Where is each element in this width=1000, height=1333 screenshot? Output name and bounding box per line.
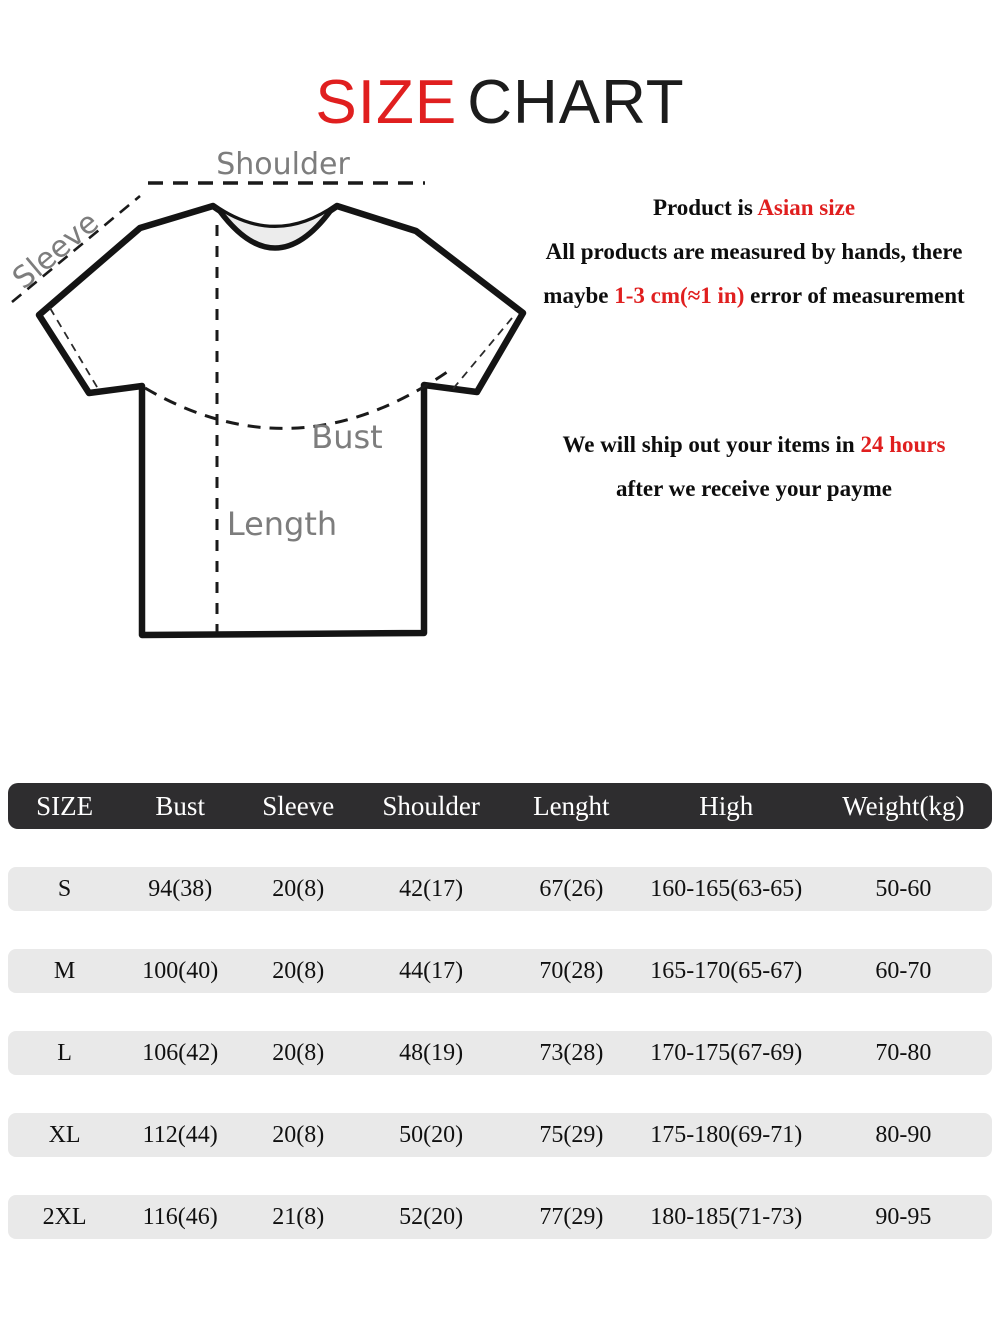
size-table (8, 783, 992, 1239)
cell-sleeve: 20(8) (272, 958, 325, 984)
cell-high: 170-175(67-69) (650, 1040, 803, 1066)
page-title (0, 68, 1000, 137)
cell-bust: 106(42) (142, 1040, 219, 1066)
note-after-payment: after we receive your payme (616, 476, 892, 501)
cell-shoulder: 50(20) (399, 1122, 464, 1148)
header-weight: Weight(kg) (842, 791, 965, 821)
ship-time-highlight: 24 hours (860, 432, 946, 457)
note-product-size: Product is Asian size (652, 195, 856, 220)
note-measurement-error: maybe 1-3 cm(≈1 in) error of measurement (543, 283, 965, 308)
cell-size: L (57, 1040, 72, 1066)
cell-high: 160-165(63-65) (650, 876, 803, 902)
bust-label: Bust (311, 418, 383, 456)
title-word-size: SIZE (315, 68, 458, 137)
table-row (8, 1113, 992, 1157)
error-range-highlight: 1-3 cm(≈1 in) (614, 283, 745, 308)
cell-weight: 80-90 (875, 1122, 932, 1148)
cell-lenght: 67(26) (539, 876, 604, 902)
cell-high: 180-185(71-73) (650, 1204, 803, 1230)
tshirt-diagram (0, 140, 540, 660)
cell-sleeve: 20(8) (272, 1040, 325, 1066)
cell-shoulder: 42(17) (399, 876, 464, 902)
cell-bust: 94(38) (148, 876, 213, 902)
table-row (8, 1031, 992, 1075)
note-shipping: We will ship out your items in 24 hours (562, 432, 946, 457)
length-label: Length (226, 505, 338, 543)
cell-size: S (57, 876, 72, 902)
cell-high: 165-170(65-67) (650, 958, 803, 984)
cell-sleeve: 21(8) (272, 1204, 325, 1230)
cell-sleeve: 20(8) (272, 876, 325, 902)
sleeve-label: Sleeve (6, 205, 106, 297)
shoulder-label: Shoulder (216, 147, 350, 182)
cell-size: M (53, 958, 76, 984)
header-size: SIZE (36, 791, 94, 821)
cell-bust: 112(44) (142, 1122, 218, 1148)
cell-bust: 100(40) (142, 958, 219, 984)
table-row (8, 867, 992, 911)
asian-size-highlight: Asian size (757, 195, 856, 220)
cell-shoulder: 44(17) (399, 958, 464, 984)
cell-sleeve: 20(8) (272, 1122, 325, 1148)
cell-size: XL (48, 1122, 81, 1148)
cell-size: 2XL (42, 1204, 87, 1230)
cell-lenght: 75(29) (539, 1122, 604, 1148)
cell-weight: 70-80 (875, 1040, 932, 1066)
cell-shoulder: 52(20) (399, 1204, 464, 1230)
table-row (8, 1195, 992, 1239)
table-header-row (8, 783, 992, 829)
cell-weight: 60-70 (875, 958, 932, 984)
header-shoulder: Shoulder (382, 791, 480, 821)
cell-weight: 90-95 (875, 1204, 932, 1230)
header-bust: Bust (155, 791, 205, 821)
cell-lenght: 73(28) (539, 1040, 604, 1066)
note-measured-by-hands: All products are measured by hands, there (545, 239, 963, 264)
cell-shoulder: 48(19) (399, 1040, 464, 1066)
header-sleeve: Sleeve (262, 791, 335, 821)
cell-lenght: 70(28) (539, 958, 604, 984)
header-high: High (699, 791, 754, 821)
title-word-chart: CHART (467, 68, 685, 137)
cell-lenght: 77(29) (539, 1204, 604, 1230)
table-row (8, 949, 992, 993)
cell-bust: 116(46) (142, 1204, 218, 1230)
header-lenght: Lenght (533, 791, 610, 821)
tshirt-outline (39, 206, 523, 635)
cell-high: 175-180(69-71) (650, 1122, 803, 1148)
cell-weight: 50-60 (875, 876, 932, 902)
